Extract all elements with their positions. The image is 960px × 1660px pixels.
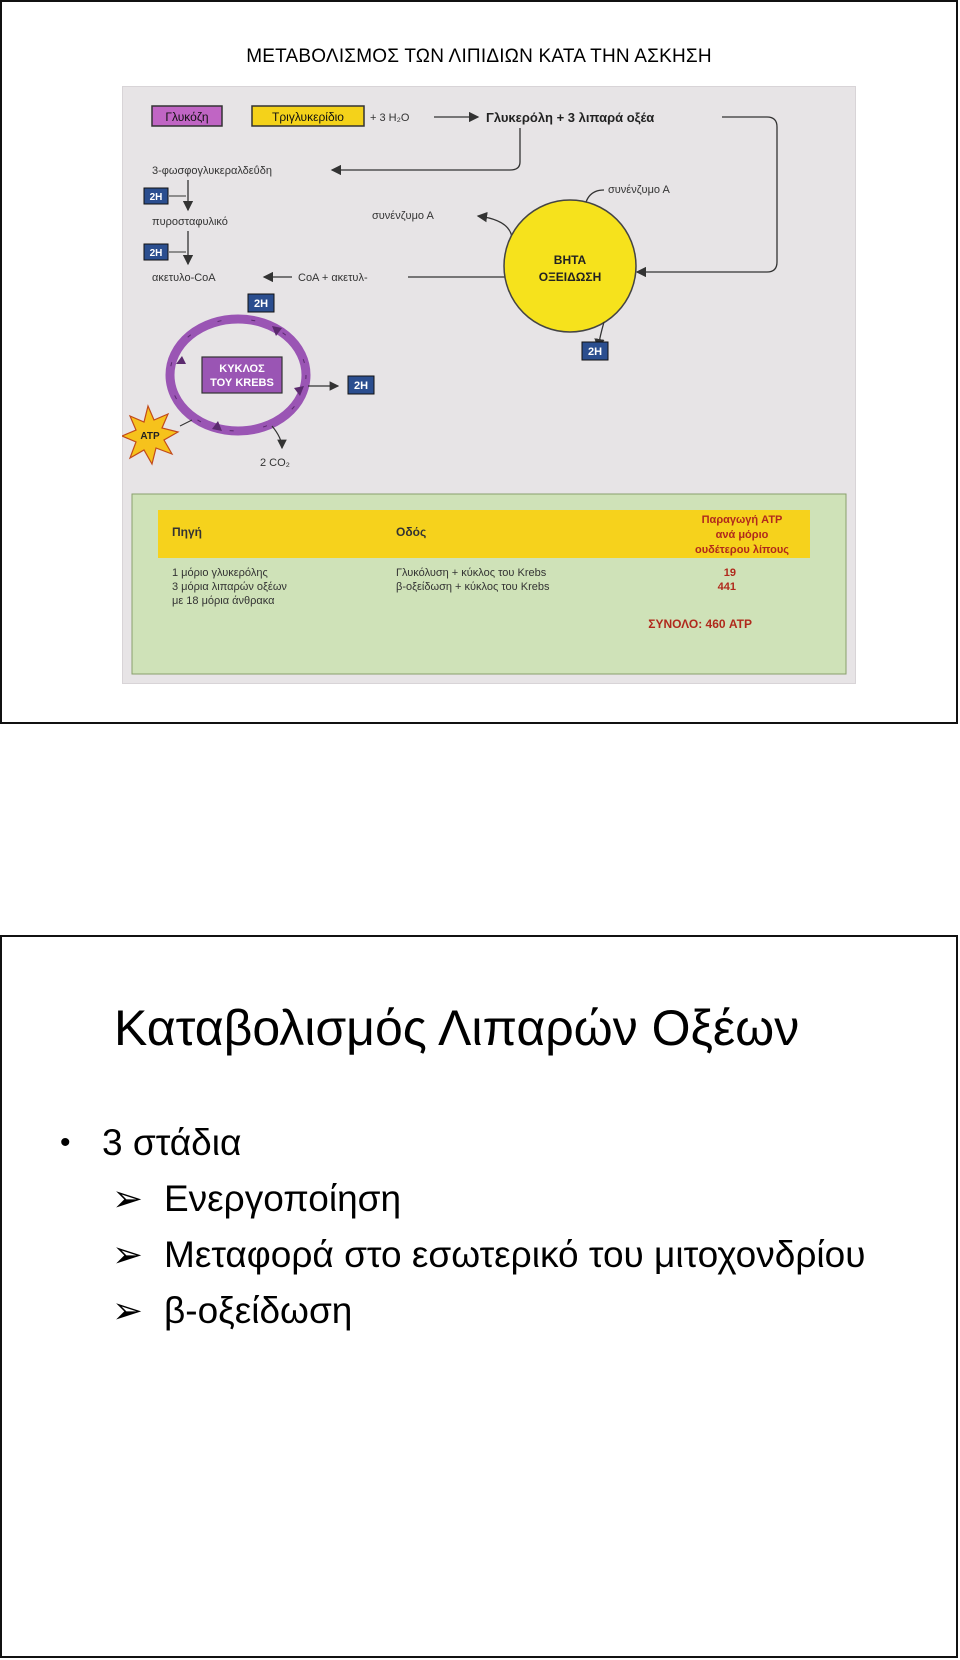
bullet-text: 3 στάδια <box>102 1122 242 1163</box>
atp-total: ΣΥΝΟΛΟ: 460 ATP <box>648 617 752 631</box>
header-atp-line1: Παραγωγή ATP <box>701 514 783 526</box>
hydrogen-text: 2H <box>253 298 269 310</box>
coa-acetyl-label: CoA + ακετυλ- <box>298 272 368 284</box>
hydrogen-text: 2H <box>353 380 369 392</box>
slide-title: Καταβολισμός Λιπαρών Οξέων <box>114 1000 800 1056</box>
source-line-2: 3 μόρια λιπαρών οξέων <box>172 581 287 593</box>
header-atp-line2: ανά μόριο <box>715 529 769 541</box>
metabolism-figure <box>122 86 856 684</box>
sub-bullet-item <box>60 1171 865 1227</box>
atp-label: ATP <box>140 431 160 442</box>
glucose-label: Γλυκόζη <box>165 110 209 124</box>
sub-bullet-item <box>60 1227 865 1283</box>
arrow-bullet-icon: ➢ <box>112 1234 144 1275</box>
water-term: + 3 H₂O <box>370 112 410 124</box>
source-line-3: με 18 μόρια άνθρακα <box>172 595 275 607</box>
pathway-line-1: Γλυκόλυση + κύκλος του Krebs <box>396 567 547 579</box>
bullet-marker: • <box>60 1126 71 1159</box>
sub-bullet-text: Μεταφορά στο εσωτερικό του μιτοχονδρίου <box>164 1234 866 1275</box>
coenzyme-a-left: συνένζυμο Α <box>372 210 434 222</box>
sub-bullet-text: Ενεργοποίηση <box>164 1178 402 1219</box>
arrow-bullet-icon: ➢ <box>112 1178 144 1219</box>
slide-fatty-acid-catabolism <box>0 935 958 1658</box>
slide-title: ΜΕΤΑΒΟΛΙΣΜΟΣ ΤΩΝ ΛΙΠΙΔΙΩΝ ΚΑΤΑ ΤΗΝ ΑΣΚΗΣΗ <box>246 46 712 67</box>
pathway-line-2: β-οξείδωση + κύκλος του Krebs <box>396 581 550 593</box>
sub-bullet-text: β-οξείδωση <box>164 1290 353 1331</box>
beta-oxidation-line2: ΟΞΕΙΔΩΣΗ <box>538 270 602 284</box>
sub-bullet-item <box>60 1283 865 1339</box>
krebs-line2: ΤΟΥ KREBS <box>210 377 274 389</box>
metabolism-diagram <box>122 86 856 684</box>
bullet-item <box>60 1115 865 1171</box>
acetyl-coa-label: ακετυλο-CoA <box>152 272 216 284</box>
hydrogen-text: 2H <box>149 192 163 203</box>
triglyceride-label: Τριγλυκερίδιο <box>272 110 344 124</box>
source-line-1: 1 μόριο γλυκερόλης <box>172 567 268 579</box>
bullet-list <box>60 1115 865 1339</box>
atp-value-1: 19 <box>723 567 736 579</box>
header-pathway: Οδός <box>396 525 427 539</box>
hydrogen-text: 2H <box>149 248 163 259</box>
slide-lipid-metabolism <box>0 0 958 724</box>
atp-value-2: 441 <box>717 581 736 593</box>
coenzyme-a-right: συνένζυμο Α <box>608 184 670 196</box>
phosphoglyceraldehyde-label: 3-φωσφογλυκεραλδεΰδη <box>152 165 272 177</box>
pyruvic-label: πυροσταφυλικό <box>152 216 228 228</box>
products-label: Γλυκερόλη + 3 λιπαρά οξέα <box>486 110 655 125</box>
hydrogen-text: 2H <box>587 346 603 358</box>
header-atp-line3: ουδέτερου λίπους <box>695 544 789 556</box>
beta-oxidation-line1: ΒΗΤΑ <box>553 253 587 267</box>
arrow-bullet-icon: ➢ <box>112 1290 144 1331</box>
co2-label: 2 CO₂ <box>260 457 290 469</box>
header-source: Πηγή <box>172 525 202 539</box>
krebs-line1: ΚΥΚΛΟΣ <box>219 363 265 375</box>
